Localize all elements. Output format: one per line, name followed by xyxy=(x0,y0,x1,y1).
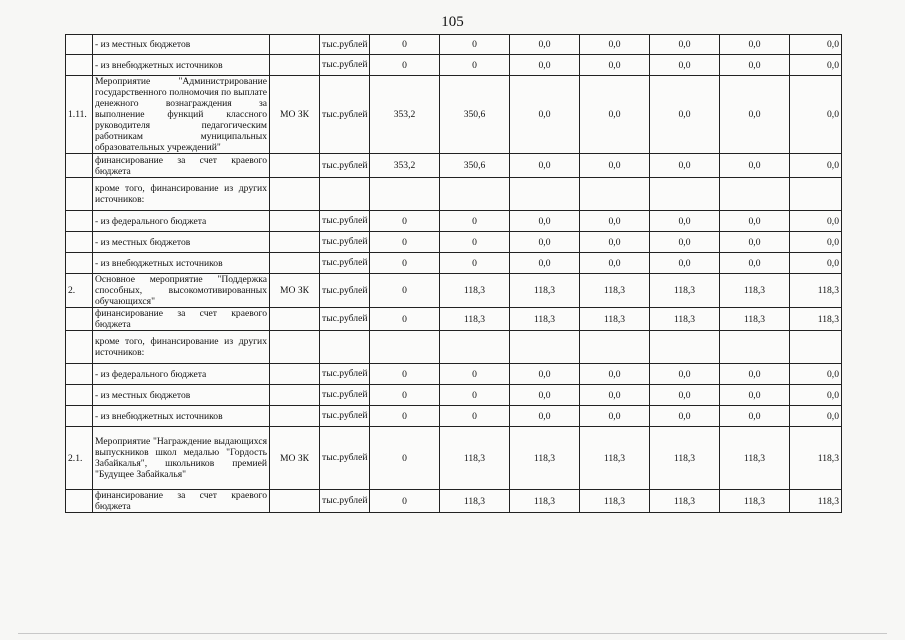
row-value: 0,0 xyxy=(580,154,650,178)
row-value: 0 xyxy=(370,427,440,490)
row-executor: МО ЗК xyxy=(270,427,320,490)
row-value: 0,0 xyxy=(650,35,720,55)
row-value: 0,0 xyxy=(510,406,580,427)
row-value: 0,0 xyxy=(720,232,790,253)
row-value: 0 xyxy=(440,211,510,232)
row-value: 353,2 xyxy=(370,76,440,154)
table-row xyxy=(66,55,842,76)
row-value: 0 xyxy=(440,253,510,274)
table-row xyxy=(66,490,842,513)
row-value xyxy=(650,331,720,364)
row-value: 118,3 xyxy=(580,427,650,490)
row-value: 0,0 xyxy=(510,232,580,253)
row-value: 118,3 xyxy=(580,308,650,331)
row-executor xyxy=(270,154,320,178)
row-value xyxy=(720,178,790,211)
row-number xyxy=(66,232,93,253)
row-value xyxy=(440,178,510,211)
row-number xyxy=(66,490,93,513)
row-value xyxy=(580,331,650,364)
row-value: 118,3 xyxy=(650,274,720,308)
row-unit: тыс.рублей xyxy=(320,406,370,427)
row-value: 0,0 xyxy=(580,35,650,55)
table-row xyxy=(66,274,842,308)
row-value: 118,3 xyxy=(720,490,790,513)
row-value: 0 xyxy=(370,232,440,253)
row-value: 118,3 xyxy=(440,274,510,308)
table-row xyxy=(66,385,842,406)
row-value: 0,0 xyxy=(720,364,790,385)
row-value: 118,3 xyxy=(510,490,580,513)
row-executor xyxy=(270,385,320,406)
row-value: 118,3 xyxy=(790,427,842,490)
row-name: финансирование за счет краевого бюджета xyxy=(93,308,270,331)
row-value: 0,0 xyxy=(720,55,790,76)
table-row xyxy=(66,427,842,490)
row-value: 0,0 xyxy=(790,35,842,55)
row-number xyxy=(66,253,93,274)
row-value xyxy=(510,331,580,364)
row-value: 0 xyxy=(370,364,440,385)
row-value: 0 xyxy=(370,253,440,274)
row-unit: тыс.рублей xyxy=(320,211,370,232)
row-value: 0,0 xyxy=(650,211,720,232)
row-executor xyxy=(270,490,320,513)
row-value: 0 xyxy=(370,490,440,513)
table-row xyxy=(66,35,842,55)
row-value: 0,0 xyxy=(650,406,720,427)
row-value: 0,0 xyxy=(790,76,842,154)
row-value xyxy=(510,178,580,211)
row-value: 118,3 xyxy=(790,308,842,331)
table-row xyxy=(66,331,842,364)
row-value: 0,0 xyxy=(580,364,650,385)
row-value: 0,0 xyxy=(790,232,842,253)
table-row xyxy=(66,154,842,178)
row-value: 0,0 xyxy=(650,385,720,406)
row-value: 0,0 xyxy=(650,364,720,385)
row-unit xyxy=(320,331,370,364)
row-value xyxy=(790,178,842,211)
row-value: 0,0 xyxy=(650,154,720,178)
budget-table xyxy=(65,34,842,513)
table-row xyxy=(66,364,842,385)
row-value: 0,0 xyxy=(580,55,650,76)
row-value: 0,0 xyxy=(510,35,580,55)
row-unit: тыс.рублей xyxy=(320,490,370,513)
row-value: 0,0 xyxy=(720,211,790,232)
row-value: 0,0 xyxy=(580,211,650,232)
row-executor xyxy=(270,178,320,211)
row-number xyxy=(66,211,93,232)
page-number: 105 xyxy=(441,14,464,30)
row-value: 0,0 xyxy=(510,385,580,406)
row-name: - из внебюджетных источников xyxy=(93,253,270,274)
row-number xyxy=(66,406,93,427)
row-value: 0,0 xyxy=(720,253,790,274)
row-value: 0 xyxy=(440,232,510,253)
row-value: 0 xyxy=(440,55,510,76)
row-number: 2. xyxy=(66,274,93,308)
row-value: 0 xyxy=(370,55,440,76)
row-value: 0 xyxy=(370,385,440,406)
row-value: 0 xyxy=(440,406,510,427)
row-value xyxy=(650,178,720,211)
row-value: 118,3 xyxy=(720,274,790,308)
row-value: 0,0 xyxy=(650,232,720,253)
row-value xyxy=(790,331,842,364)
table-row xyxy=(66,232,842,253)
row-value: 0,0 xyxy=(720,385,790,406)
row-unit: тыс.рублей xyxy=(320,76,370,154)
row-unit: тыс.рублей xyxy=(320,35,370,55)
row-value: 353,2 xyxy=(370,154,440,178)
row-value: 0,0 xyxy=(650,76,720,154)
row-number xyxy=(66,385,93,406)
row-value: 0 xyxy=(370,406,440,427)
row-name: - из местных бюджетов xyxy=(93,35,270,55)
row-executor xyxy=(270,253,320,274)
row-unit: тыс.рублей xyxy=(320,364,370,385)
row-value: 0 xyxy=(370,274,440,308)
row-value: 0 xyxy=(370,308,440,331)
row-value: 350,6 xyxy=(440,76,510,154)
row-value xyxy=(370,331,440,364)
row-executor xyxy=(270,308,320,331)
row-number xyxy=(66,308,93,331)
row-executor xyxy=(270,55,320,76)
row-number xyxy=(66,364,93,385)
row-unit: тыс.рублей xyxy=(320,55,370,76)
row-number: 2.1. xyxy=(66,427,93,490)
row-unit: тыс.рублей xyxy=(320,253,370,274)
row-value: 118,3 xyxy=(650,308,720,331)
row-value: 0,0 xyxy=(790,211,842,232)
row-value: 0,0 xyxy=(790,154,842,178)
table-row xyxy=(66,308,842,331)
row-executor: МО ЗК xyxy=(270,274,320,308)
row-value: 0,0 xyxy=(720,154,790,178)
row-name: - из федерального бюджета xyxy=(93,211,270,232)
row-name: Основное мероприятие "Поддержка способных, высокомотивированных обучающихся" xyxy=(93,274,270,308)
row-number xyxy=(66,35,93,55)
row-value: 0,0 xyxy=(510,55,580,76)
row-executor xyxy=(270,331,320,364)
row-value: 0,0 xyxy=(650,253,720,274)
row-number xyxy=(66,178,93,211)
row-name: Мероприятие "Награждение выдающихся выпускников школ медалью "Гордость Забайкалья", школьников премией "Будущее Забайкалья" xyxy=(93,427,270,490)
row-executor xyxy=(270,232,320,253)
row-value: 0,0 xyxy=(510,154,580,178)
table-row xyxy=(66,406,842,427)
row-number xyxy=(66,154,93,178)
row-value: 0,0 xyxy=(510,76,580,154)
row-name: - из федерального бюджета xyxy=(93,364,270,385)
row-unit xyxy=(320,178,370,211)
page-bottom-edge xyxy=(18,633,887,634)
row-name: финансирование за счет краевого бюджета xyxy=(93,490,270,513)
row-value: 0,0 xyxy=(510,364,580,385)
row-value: 118,3 xyxy=(790,490,842,513)
row-unit: тыс.рублей xyxy=(320,427,370,490)
row-value: 118,3 xyxy=(510,274,580,308)
row-value: 0,0 xyxy=(580,253,650,274)
row-number xyxy=(66,331,93,364)
row-value: 0,0 xyxy=(790,55,842,76)
row-value: 0,0 xyxy=(510,211,580,232)
table-row xyxy=(66,76,842,154)
row-value: 0,0 xyxy=(720,35,790,55)
row-value: 0,0 xyxy=(790,385,842,406)
row-value: 0,0 xyxy=(790,253,842,274)
row-value: 118,3 xyxy=(440,308,510,331)
row-value: 0 xyxy=(370,211,440,232)
row-unit: тыс.рублей xyxy=(320,154,370,178)
row-value xyxy=(370,178,440,211)
row-value: 0,0 xyxy=(790,406,842,427)
row-unit: тыс.рублей xyxy=(320,308,370,331)
row-value: 0,0 xyxy=(720,406,790,427)
row-value: 118,3 xyxy=(510,308,580,331)
row-value: 118,3 xyxy=(440,427,510,490)
row-value: 118,3 xyxy=(580,490,650,513)
row-value: 0,0 xyxy=(580,385,650,406)
row-name: кроме того, финансирование из других источников: xyxy=(93,331,270,364)
row-value: 0,0 xyxy=(790,364,842,385)
row-value: 0 xyxy=(370,35,440,55)
row-value: 0 xyxy=(440,35,510,55)
row-value: 118,3 xyxy=(790,274,842,308)
row-value: 0,0 xyxy=(580,406,650,427)
row-executor xyxy=(270,364,320,385)
row-value: 0,0 xyxy=(580,76,650,154)
row-name: - из местных бюджетов xyxy=(93,385,270,406)
row-name: кроме того, финансирование из других источников: xyxy=(93,178,270,211)
row-value: 118,3 xyxy=(720,427,790,490)
row-number: 1.11. xyxy=(66,76,93,154)
row-value: 118,3 xyxy=(580,274,650,308)
row-executor xyxy=(270,35,320,55)
row-value: 118,3 xyxy=(650,427,720,490)
row-value: 0,0 xyxy=(720,76,790,154)
table-row xyxy=(66,211,842,232)
row-name: Мероприятие "Администрирование государственного полномочия по выплате денежного вознаграждения за выполнение функций классного руководителя педагогическим работникам муниципальных образовательных учреждений" xyxy=(93,76,270,154)
row-executor xyxy=(270,406,320,427)
row-value: 350,6 xyxy=(440,154,510,178)
row-value: 118,3 xyxy=(510,427,580,490)
row-value: 0,0 xyxy=(650,55,720,76)
row-value xyxy=(720,331,790,364)
row-name: - из внебюджетных источников xyxy=(93,406,270,427)
row-name: - из местных бюджетов xyxy=(93,232,270,253)
row-name: финансирование за счет краевого бюджета xyxy=(93,154,270,178)
table-row xyxy=(66,253,842,274)
row-unit: тыс.рублей xyxy=(320,274,370,308)
row-value: 0,0 xyxy=(580,232,650,253)
table-row xyxy=(66,178,842,211)
row-number xyxy=(66,55,93,76)
row-value xyxy=(440,331,510,364)
row-value: 0,0 xyxy=(510,253,580,274)
row-value: 118,3 xyxy=(650,490,720,513)
row-executor xyxy=(270,211,320,232)
row-value: 118,3 xyxy=(720,308,790,331)
row-unit: тыс.рублей xyxy=(320,385,370,406)
row-unit: тыс.рублей xyxy=(320,232,370,253)
row-value: 0 xyxy=(440,385,510,406)
row-value: 0 xyxy=(440,364,510,385)
row-name: - из внебюджетных источников xyxy=(93,55,270,76)
row-value xyxy=(580,178,650,211)
row-value: 118,3 xyxy=(440,490,510,513)
row-executor: МО ЗК xyxy=(270,76,320,154)
